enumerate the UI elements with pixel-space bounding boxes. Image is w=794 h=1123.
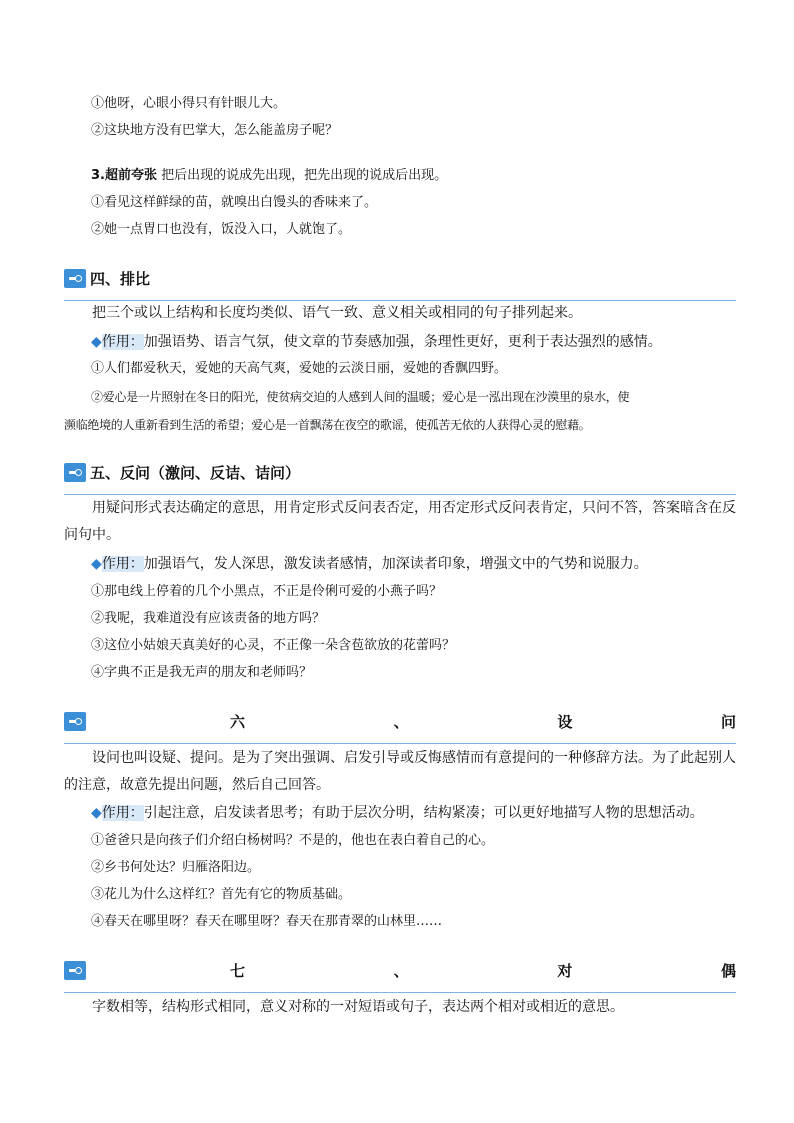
section-title: 五、反问（激问、反诘、诘问） <box>90 463 301 482</box>
section-definition: 字数相等，结构形式相同，意义对称的一对短语或句子，表达两个相对或相近的意思。 <box>92 999 624 1015</box>
effect-line <box>91 804 704 822</box>
exaggeration-title: 3.超前夸张 <box>91 168 157 183</box>
example-line: 濒临绝境的人重新看到生活的希望；爱心是一首飘荡在夜空的歌谣，使孤苦无依的人获得心灵的慰藉。 <box>64 418 591 432</box>
section-heading-rhetorical-question <box>64 460 736 484</box>
effect-text: 引起注意，启发读者思考；有助于层次分明，结构紧凑；可以更好地描写人物的思想活动。 <box>143 805 704 821</box>
section-definition: 用疑问形式表达确定的意思，用肯定形式反问表否定，用否定形式反问表肯定，只问不答，答案暗含在反问句中。 <box>64 500 736 543</box>
diamond-bullet-icon: ◆ <box>91 556 102 572</box>
section-marker-icon <box>64 961 86 980</box>
example-line: ②她一点胃口也没有，饭没入口，人就饱了。 <box>91 222 352 237</box>
example-line: ③这位小姑娘天真美好的心灵，不正像一朵含苞欲放的花蕾吗？ <box>91 638 456 653</box>
effect-label: 作用： <box>101 334 144 350</box>
section-marker-icon <box>64 712 86 731</box>
section-title: 六 、 设 问 <box>230 712 736 731</box>
section-marker-icon <box>64 269 86 288</box>
effect-text: 加强语气，发人深思，激发读者感情，加深读者印象，增强文中的气势和说服力。 <box>143 556 648 572</box>
section-title: 七 、 对 偶 <box>230 961 736 980</box>
section-marker-icon <box>64 463 86 482</box>
example-line: ④字典不正是我无声的朋友和老师吗？ <box>91 665 313 680</box>
section-definition: 把三个或以上结构和长度均类似、语气一致、意义相关或相同的句子排列起来。 <box>92 305 582 321</box>
section-title: 四、排比 <box>90 269 151 288</box>
section-divider <box>64 992 736 993</box>
exaggeration-heading <box>91 167 447 185</box>
example-line: ③花儿为什么这样红？首先有它的物质基础。 <box>91 887 352 902</box>
section-heading-antithesis <box>64 958 736 982</box>
example-line: ①人们都爱秋天，爱她的天高气爽，爱她的云淡日丽，爱她的香飘四野。 <box>91 361 508 376</box>
example-line: ②爱心是一片照射在冬日的阳光，使贫病交迫的人感到人间的温暖；爱心是一泓出现在沙漠里的泉水，使 <box>91 390 630 404</box>
section-definition: 设问也叫设疑、提问。是为了突出强调、启发引导或反悔感情而有意提问的一种修辞方法。为了此起别人的注意，故意先提出问题，然后自己回答。 <box>64 750 736 793</box>
diamond-bullet-icon: ◆ <box>91 805 102 821</box>
diamond-bullet-icon: ◆ <box>91 334 102 350</box>
effect-line <box>91 555 648 573</box>
example-line: ②我呢，我难道没有应该责备的地方吗？ <box>91 611 326 626</box>
effect-text: 加强语势、语言气氛，使文章的节奏感加强，条理性更好，更利于表达强烈的感情。 <box>143 334 662 350</box>
section-heading-hypophora <box>64 709 736 733</box>
example-line: ①那电线上停着的几个小黑点，不正是伶俐可爱的小燕子吗？ <box>91 584 443 599</box>
effect-line <box>91 333 662 351</box>
example-line: ④春天在哪里呀？春天在哪里呀？春天在那青翠的山林里…… <box>91 914 443 929</box>
section-heading-parallelism <box>64 266 736 290</box>
example-line: ②这块地方没有巴掌大，怎么能盖房子呢？ <box>91 123 339 138</box>
example-line: ①爸爸只是向孩子们介绍白杨树吗？不是的，他也在表白着自己的心。 <box>91 833 495 848</box>
effect-label: 作用： <box>101 805 144 821</box>
effect-label: 作用： <box>101 556 144 572</box>
example-line: ②乡书何处达？归雁洛阳边。 <box>91 860 261 875</box>
exaggeration-desc: 把后出现的说成先出现，把先出现的说成后出现。 <box>156 168 448 183</box>
example-line: ①他呀，心眼小得只有针眼儿大。 <box>91 96 287 111</box>
example-line: ①看见这样鲜绿的苗，就嗅出白馒头的香味来了。 <box>91 195 378 210</box>
section-divider <box>64 743 736 744</box>
